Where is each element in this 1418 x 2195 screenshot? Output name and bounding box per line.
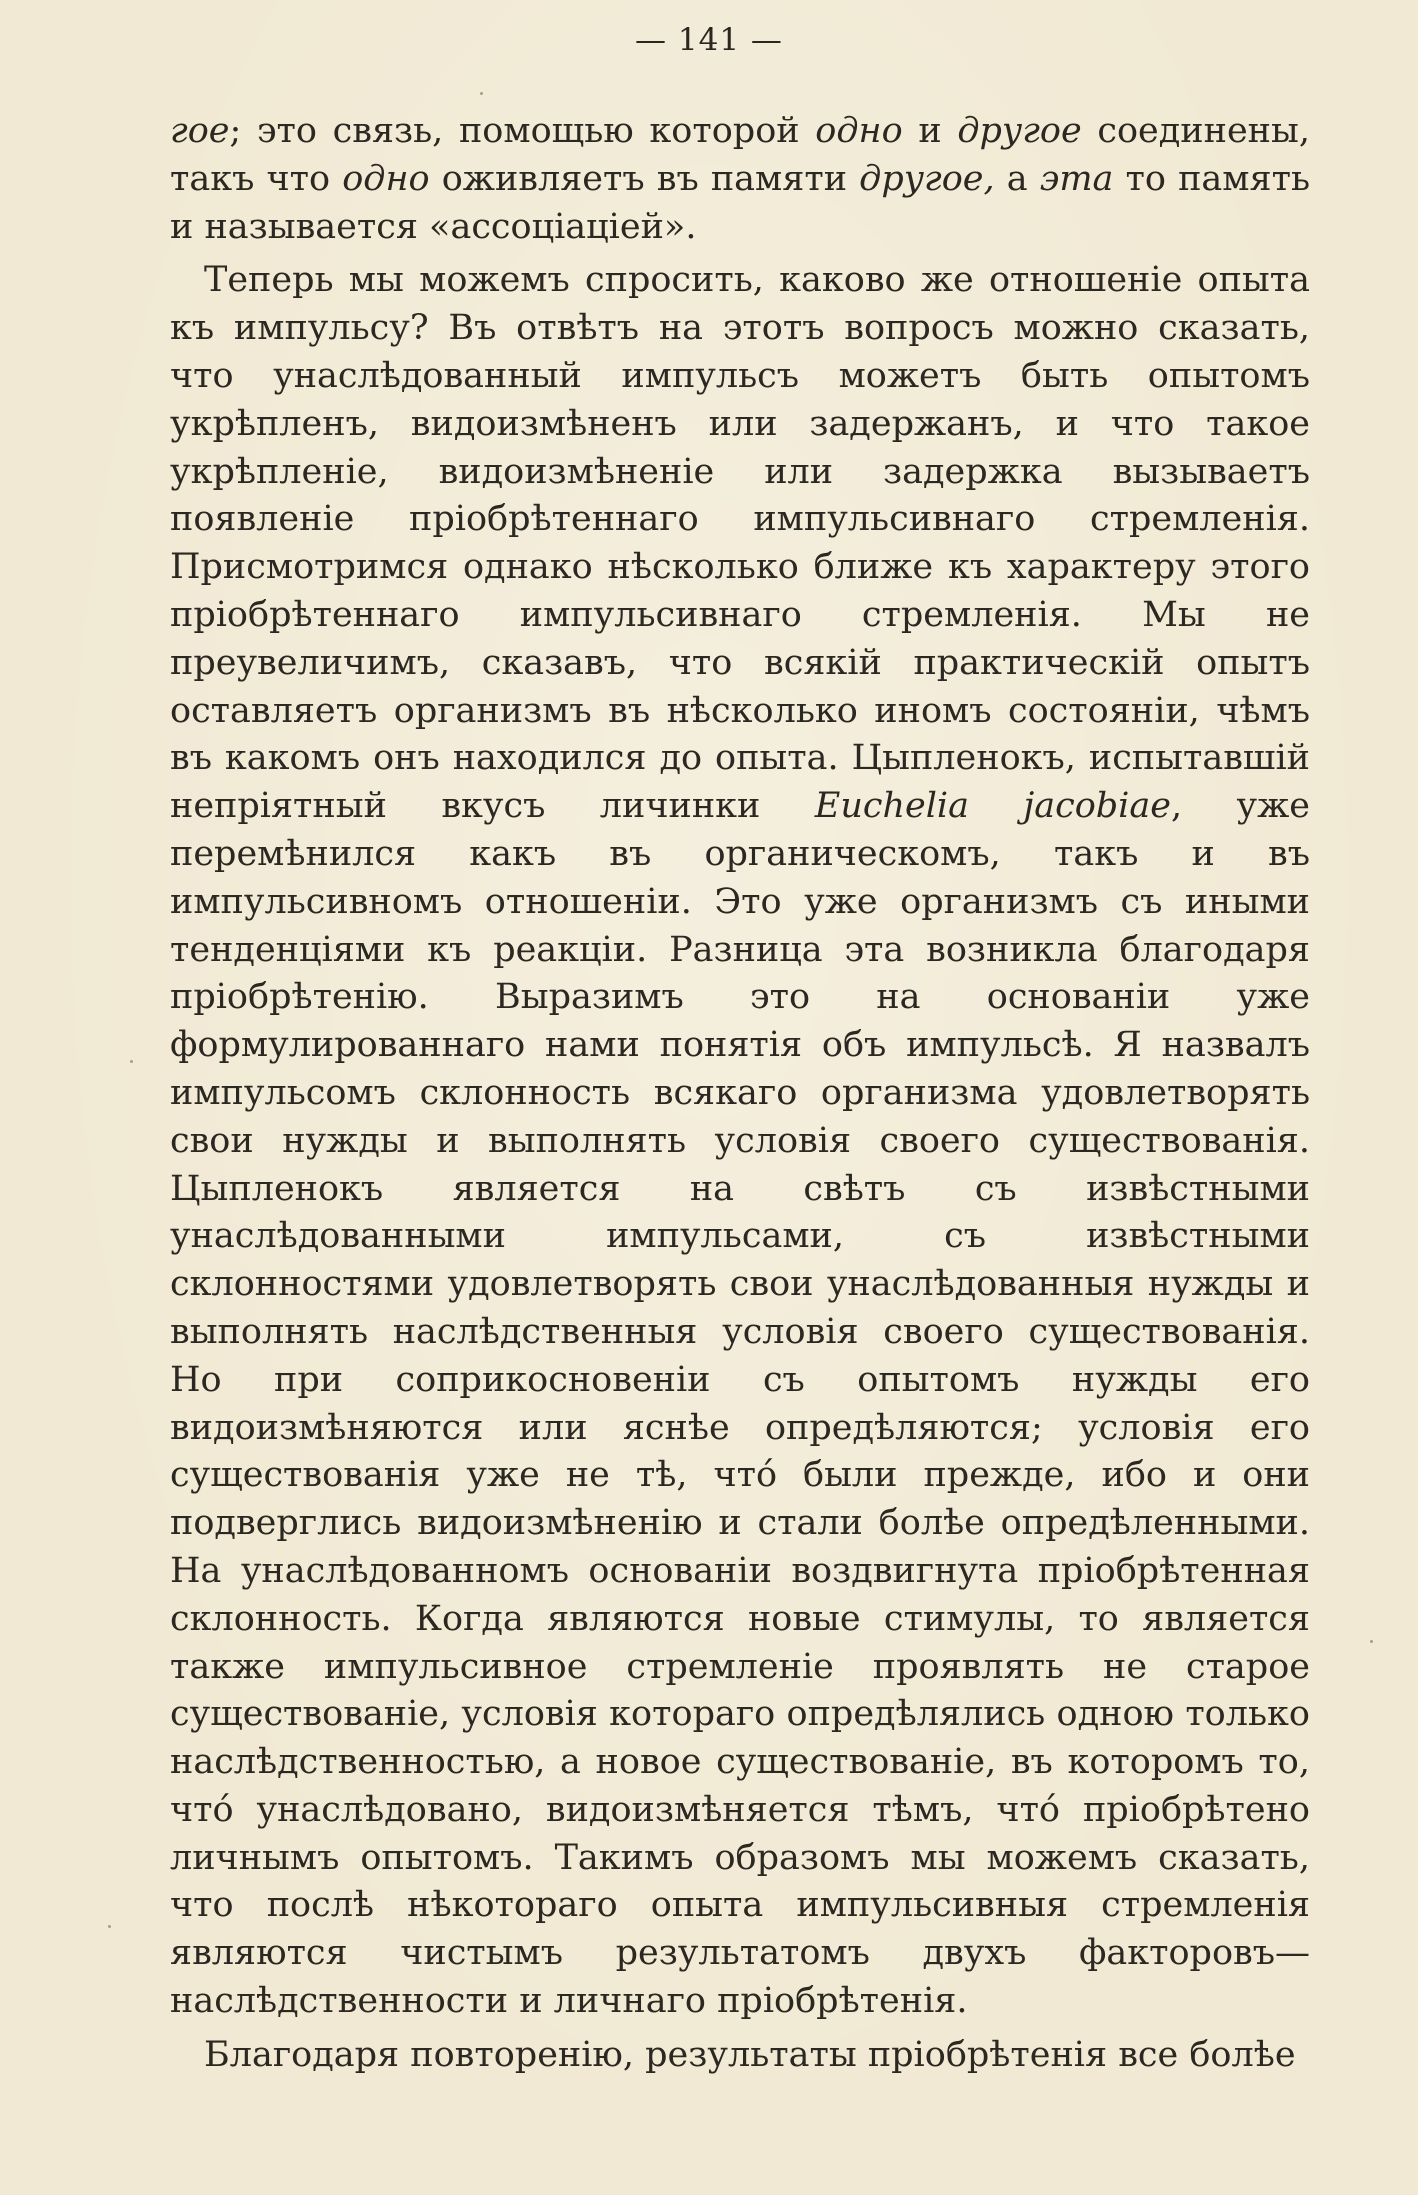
paragraph-2-text-2: , уже перемѣнился какъ въ органическомъ, такъ и въ импульсивномъ отношенiи. Это уже организмъ съ иными тенденцiями къ реакцiи. Разница эта возникла благодаря прiобрѣтенiю. Выразимъ это на основанiи уже формулированнаго нами понятiя объ импульсѣ. Я назвалъ импульсомъ склонность всякаго организма удовлетворять свои нужды и выполнять условiя своего существованiя. Цыпленокъ является на свѣтъ съ извѣстными унаслѣдованными импульсами, съ извѣстными склонностями удовлетворять свои унаслѣдованныя нужды и выполнять наслѣдственныя условiя своего существованiя. Но при соприкосновенiи съ опытомъ нужды его видоизмѣняются или яснѣе опредѣляются; условiя его существованiя уже не тѣ, чтó были прежде, ибо и они подверглись видоизмѣненiю и стали болѣе опредѣленными. На унаслѣдованномъ основанiи воздвигнута прiобрѣтенная склонность. Когда являются новые стимулы, то является также импульсивное стремленiе проявлять не старое существованiе, условiя котораго опредѣлялись одною только наслѣдственностью, а новое существованiе, въ которомъ то, чтó унаслѣдовано, видоизмѣняется тѣмъ, чтó прiобрѣтено личнымъ опытомъ. Такимъ образомъ мы можемъ сказать, что послѣ нѣкотораго опыта импульсивныя стремленiя являются чистымъ результатомъ двухъ факторовъ—наслѣдственности и личнаго прiобрѣтенiя. bbox=[170, 786, 1310, 2022]
species-name: Eucheliа jacobiae bbox=[814, 786, 1171, 827]
paper-speck bbox=[130, 1060, 133, 1063]
paragraph-1-italic-2: одно bbox=[815, 111, 903, 151]
paragraph-1-italic-3: другое bbox=[957, 111, 1082, 151]
paragraph-1-italic-1: гое bbox=[170, 111, 230, 151]
paragraph-1-italic-5: другое, bbox=[859, 158, 995, 199]
paragraph-1-text-2: и bbox=[902, 111, 958, 151]
paragraph-3 bbox=[170, 2032, 1310, 2080]
paragraph-1-text-3: соединены, такъ что bbox=[170, 111, 1310, 199]
paper-speck bbox=[480, 92, 483, 95]
paragraph-1-text-1: ; это связь, помощью которой bbox=[229, 111, 816, 151]
paper-speck bbox=[108, 1925, 111, 1928]
paper-speck bbox=[1370, 1640, 1373, 1643]
paragraph-1-italic-4: одно bbox=[342, 158, 430, 199]
paragraph-1-text-6: то память и называется «ассоціацiей». bbox=[170, 158, 1310, 247]
paragraph-2-text-1: Теперь мы можемъ спросить, каково же отношенiе опыта къ импульсу? Въ отвѣтъ на этотъ вопросъ можно сказать, что унаслѣдованный импульсъ можетъ быть опытомъ укрѣпленъ, видоизмѣненъ или задержанъ, и что такое укрѣпленiе, видоизмѣненiе или задержка вызываетъ появленiе прiобрѣтеннаго импульсивнаго стремленiя. Присмотримся однако нѣсколько ближе къ характеру этого прiобрѣтеннаго импульсивнаго стремленiя. Мы не преувеличимъ, сказавъ, что всякiй практическiй опытъ оставляетъ организмъ въ нѣсколько иномъ состоянiи, чѣмъ въ какомъ онъ находился до опыта. Цыпленокъ, испытавшiй непрiятный вкусъ личинки bbox=[170, 260, 1310, 827]
paragraph-1 bbox=[170, 108, 1310, 251]
paragraph-2 bbox=[170, 257, 1310, 2025]
paragraph-1-text-5: а bbox=[994, 158, 1040, 199]
body-text bbox=[170, 108, 1310, 2080]
page-number: — 141 — bbox=[635, 22, 783, 58]
paragraph-3-text-1: Благодаря повторенiю, результаты прiобрѣтенiя все болѣе bbox=[204, 2034, 1296, 2075]
paragraph-1-italic-6: эта bbox=[1039, 158, 1114, 199]
paragraph-1-text-4: оживляетъ въ памяти bbox=[429, 158, 860, 199]
